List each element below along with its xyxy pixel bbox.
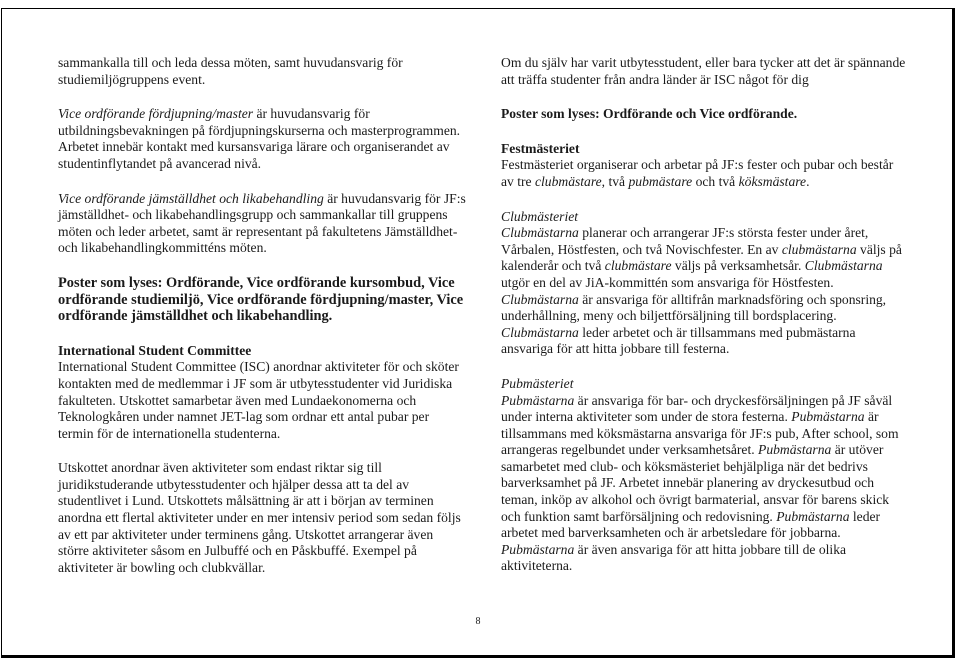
text-run-italic: Clubmästarna — [501, 291, 579, 307]
pubmasteriet-heading: Pubmästeriet — [501, 375, 574, 391]
text-run: är även ansvariga för att hitta jobbare till de olika aktiviteterna. — [501, 541, 847, 574]
posts-to-elect-right: Poster som lyses: Ordförande och Vice ordförande. — [501, 106, 798, 122]
pubmasteriet-section — [501, 376, 907, 575]
text-run: leder arbetet och är tillsammans med pubmästarna ansvariga för att hitta jobbare till festerna. — [501, 324, 856, 357]
text-run-italic: clubmästare — [604, 258, 672, 274]
text-run: . — [806, 173, 810, 189]
isc-paragraph-2: Utskottet anordnar även aktiviteter som endast riktar sig till juridikstuderande utbytesstudenter och hjälper dessa att ta del av studentlivet i Lund. Utskottets målsättning är att i början av terminen anordna ett flertal aktiviteter under en mer intensiv period som sedan följs av ett par aktiviteter under terminens gång. Utskottet arrangerar även större aktiviteter såsom en Julbuffé och en Påskbuffé. Exempel på aktiviteter är bowling och clubkvällar. — [58, 460, 461, 575]
clubmasteriet-heading: Clubmästeriet — [501, 208, 579, 224]
text-run-italic: pubmästare — [628, 173, 693, 189]
vice-jamstalldhet-paragraph — [58, 191, 466, 257]
text-run: planerar och arrangerar JF:s största fester under året, Vårbalen, Höstfesten, och två Novischfester. En av — [501, 225, 869, 257]
posts-to-elect-left: Poster som lyses: Ordförande, Vice ordförande kursombud, Vice ordförande studiemiljö, Vice ordförande fördjupning/master, Vice ordförande jämställdhet och likabehandling. — [58, 274, 464, 325]
text-run-italic: Clubmästarna — [501, 225, 579, 241]
text-run: är ansvariga för alltifrån marknadsföring och sponsring, underhållning, meny och biljettförsäljning till bordsplacering. — [501, 291, 887, 324]
clubmasteriet-section — [501, 209, 907, 358]
text-run-italic: Clubmästarna — [501, 324, 579, 340]
vice-fordjupning-paragraph — [58, 106, 466, 172]
text-run-italic: Pubmästarna — [776, 508, 850, 524]
festmasteriet-section — [501, 141, 907, 191]
text-run: är ansvariga för bar- och dryckesförsäljningen på JF såväl under interna aktiviteter som under de stora festerna. — [501, 392, 893, 425]
text-run-italic: Pubmästarna — [501, 392, 575, 408]
left-column — [58, 55, 466, 594]
text-run-italic: köksmästare — [738, 173, 807, 189]
right-column — [501, 55, 907, 575]
text-run-italic: clubmästare — [534, 173, 602, 189]
text-run: och två — [692, 173, 739, 189]
text-run-italic: Clubmästarna — [804, 258, 883, 274]
text-run-italic: Pubmästarna — [791, 409, 865, 425]
text-run: Festmästeriet organiserar och arbetar på JF:s fester och pubar och består av tre — [501, 157, 894, 189]
text-run-italic: clubmästarna — [781, 241, 857, 257]
text-run: väljs på verksamhetsår. — [671, 258, 805, 274]
text-run: utgör en del av JiA-kommittén som ansvariga för Höstfesten. — [501, 274, 834, 290]
text-run: är tillsammans med köksmästarna ansvariga för JF:s pub, After school, som arrangeras regelbundet under verksamhetsåret. — [501, 409, 899, 458]
isc-paragraph-1: International Student Committee (ISC) anordnar aktiviteter för och sköter kontakten med de medlemmar i JF som är utbytesstudenter vid Juridiska fakulteten. Utskottet samarbetar även med Lundaekonomerna och Teknologkåren under namnet JET-lag som ordnar ett antal pubar per termin för de internationella studenterna. — [58, 359, 459, 441]
isc-section — [58, 343, 466, 443]
text-run: väljs på kalenderår och två — [501, 241, 902, 274]
festmasteriet-heading: Festmästeriet — [501, 140, 580, 156]
text-run: , två — [601, 173, 629, 189]
isc-heading: International Student Committee — [58, 342, 252, 358]
role-title: Vice ordförande jämställdhet och likabehandling — [58, 190, 324, 206]
text-run: är utöver samarbetet med club- och köksmästeriet behjälpliga när det bedrivs barverksamhet på JF. Arbetet innebär planering av dryckesutbud och teman, inköp av alkohol och övrigt barmaterial, ansvar för barens skick och funktion samt barförsäljning och redovisning. — [501, 442, 890, 524]
text-run-italic: Pubmästarna — [501, 541, 575, 557]
page-number: 8 — [475, 616, 481, 627]
isc-intro-paragraph: Om du själv har varit utbytesstudent, eller bara tycker att det är spännande att träffa studenter från andra länder är ISC något för dig — [501, 55, 906, 87]
text-run-italic: Pubmästarna — [758, 442, 832, 458]
text-run: leder arbetet med barverksamheten och är arbetsledare för jobbarna. — [501, 508, 881, 541]
role-text: är huvudansvarig för utbildningsbevakningen på fördjupningskurserna och masterprogrammen. Arbetet innebär kontakt med kursansvariga lärare och organiserandet av studentinflytandet på avancerad nivå. — [58, 106, 461, 171]
role-text: är huvudansvarig för JF:s jämställdhet- och likabehandlingsgrupp och sammankallar till gruppens möten och leder arbetet, samt är representant på fakultetens Jämställdhet- och likabehandlingkommitténs möten. — [58, 190, 466, 256]
role-title: Vice ordförande fördjupning/master — [58, 106, 254, 122]
left-paragraph-1: sammankalla till och leda dessa möten, samt huvudansvarig för studiemiljögruppens event. — [58, 55, 403, 87]
